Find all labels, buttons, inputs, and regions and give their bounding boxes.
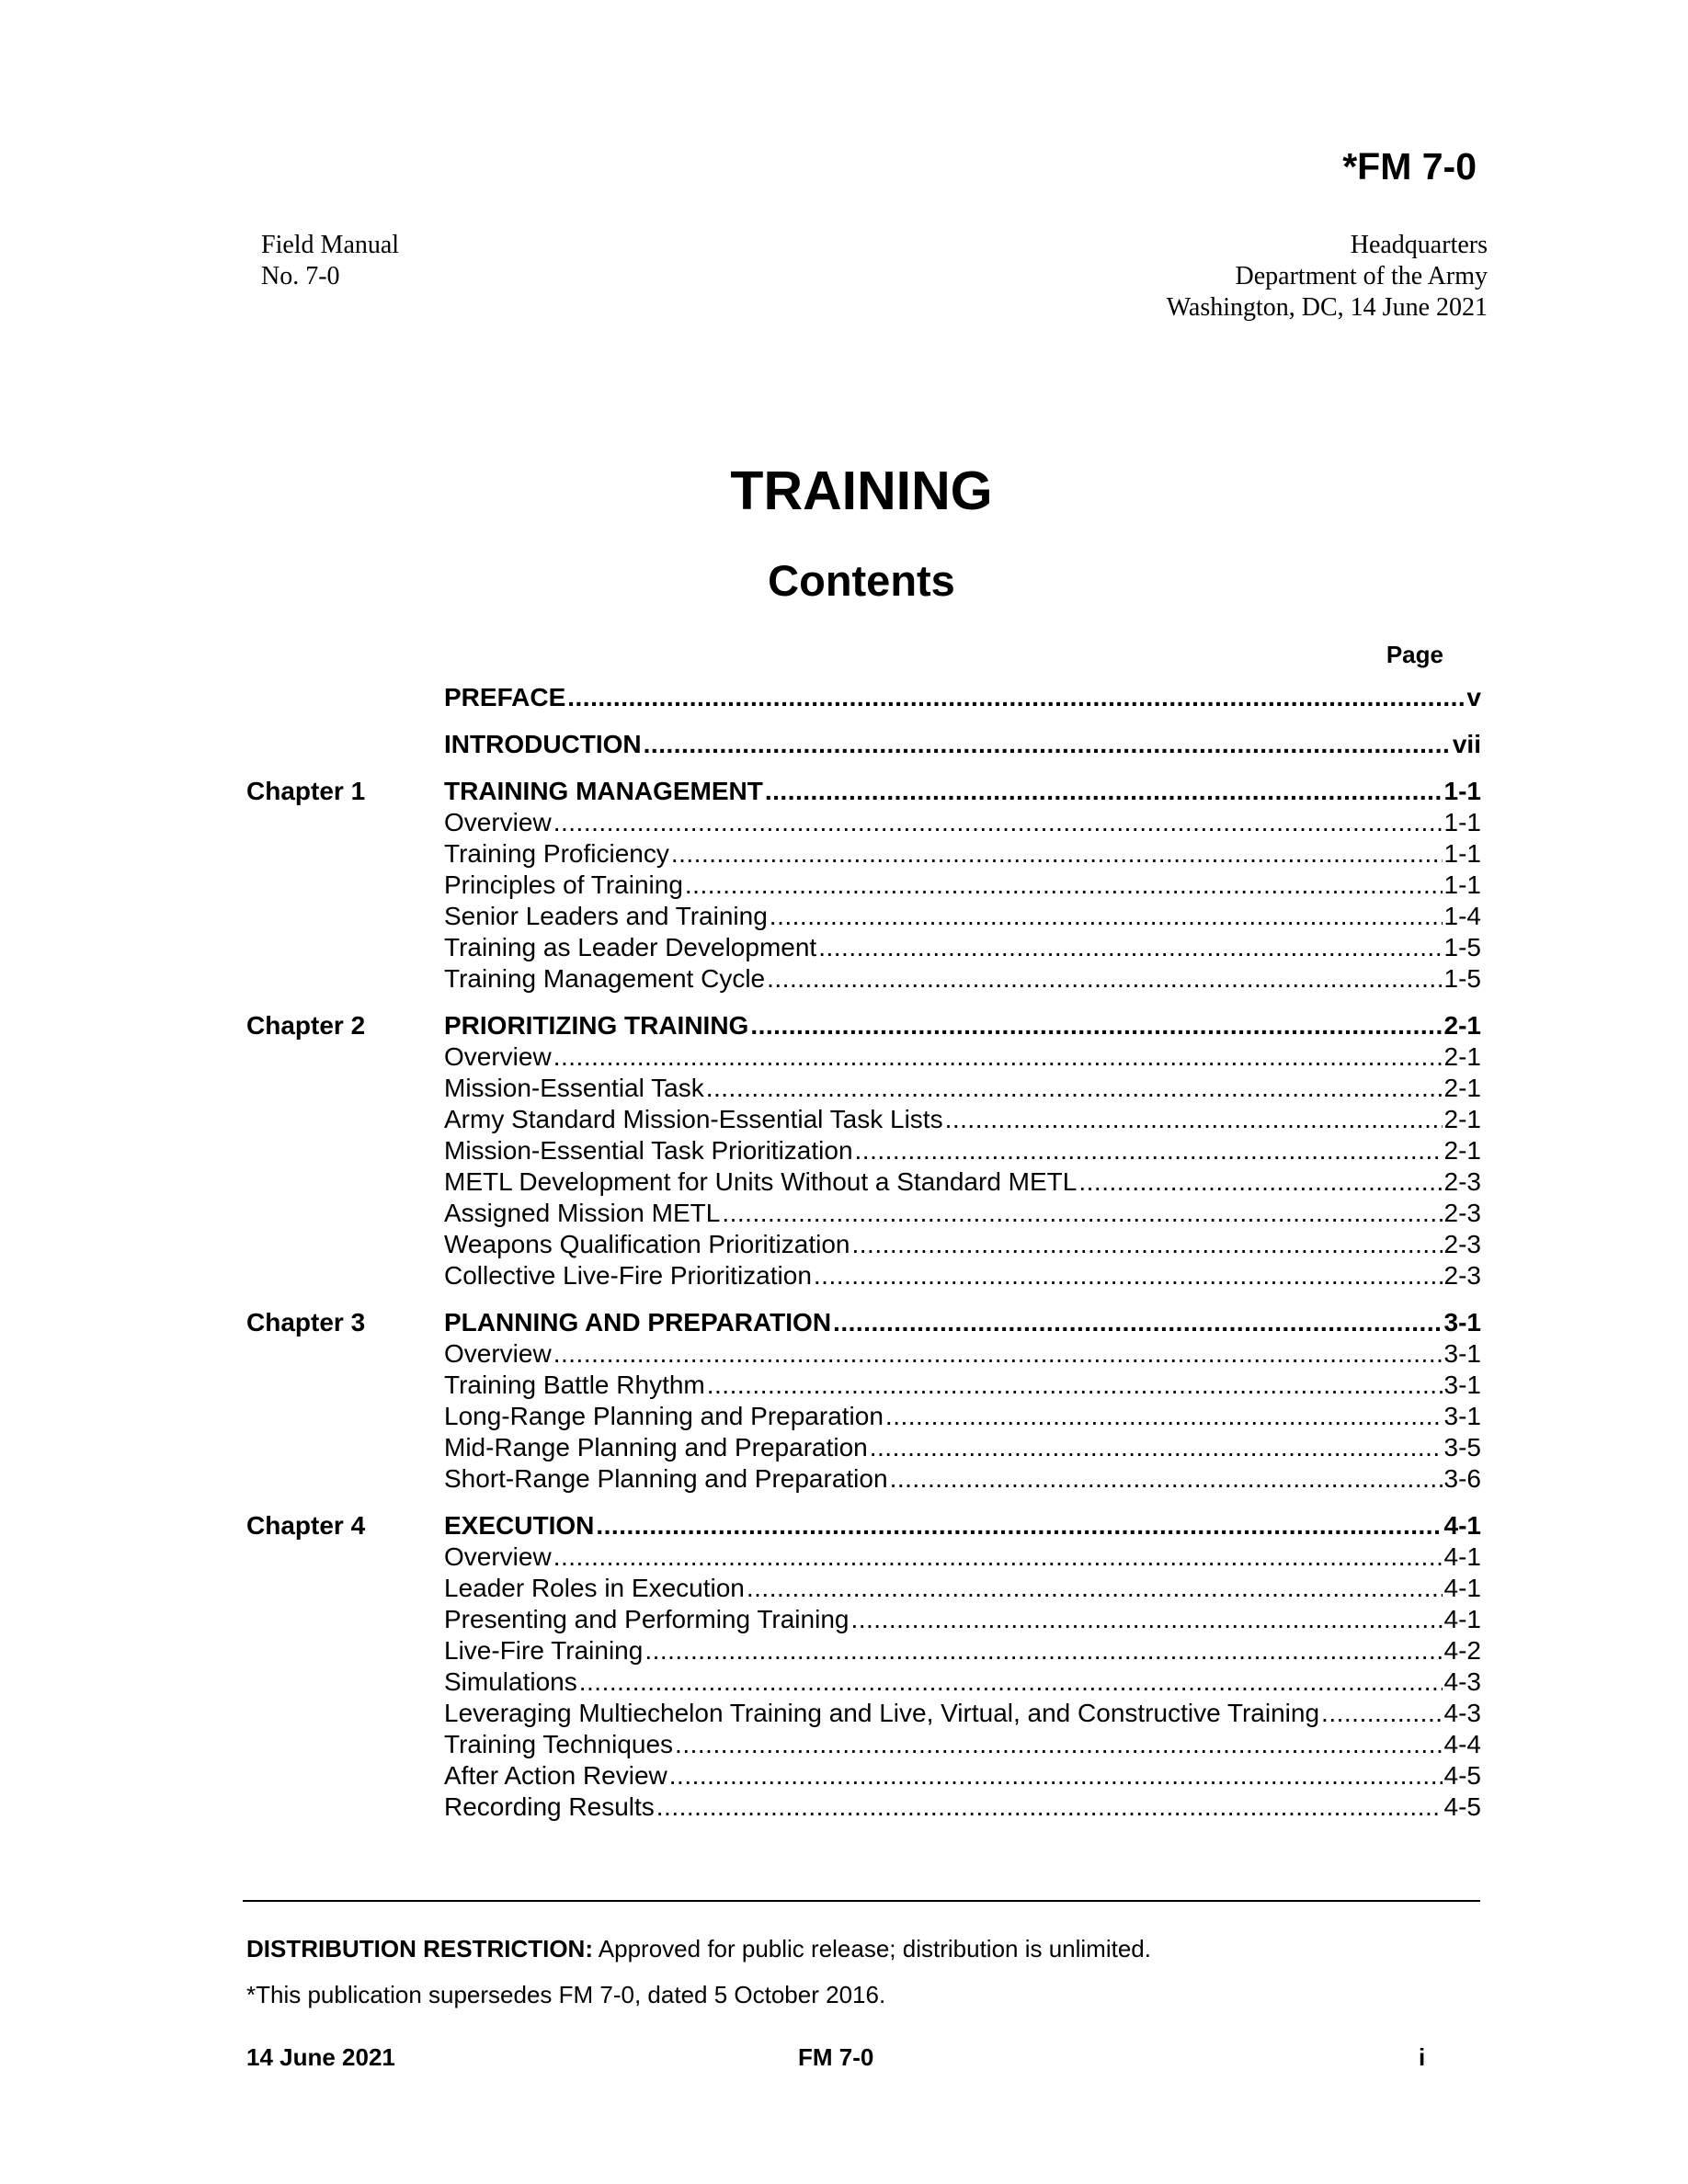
- toc-entry-title: Training Techniques: [444, 1730, 674, 1758]
- toc-page-number: 4-1: [1443, 1605, 1481, 1633]
- toc-entry-title: Simulations: [444, 1667, 577, 1696]
- dot-leader: [765, 776, 1443, 807]
- toc-page-number: 2-3: [1443, 1261, 1481, 1290]
- toc-leader-line: [444, 1370, 1481, 1401]
- toc-entry-title: INTRODUCTION: [444, 730, 642, 758]
- dot-leader: [671, 838, 1443, 870]
- dot-leader: [818, 932, 1442, 963]
- toc-leader-line: [444, 1135, 1481, 1166]
- toc-entry-title: After Action Review: [444, 1761, 667, 1790]
- dot-leader: [1078, 1166, 1442, 1198]
- document-id: *FM 7-0: [1342, 145, 1477, 188]
- toc-entry-title: Assigned Mission METL: [444, 1199, 721, 1227]
- toc-page-number: 4-3: [1443, 1667, 1481, 1696]
- toc-page-number: 4-2: [1443, 1636, 1481, 1665]
- distribution-text: Approved for public release; distribution is unlimited.: [593, 1935, 1151, 1962]
- toc-leader-line: [444, 1698, 1481, 1729]
- toc-entry-title: Army Standard Mission-Essential Task Lists: [444, 1105, 943, 1133]
- toc-section-entry[interactable]: [0, 1010, 1688, 1041]
- toc-leader-line: [444, 776, 1481, 807]
- dot-leader: [669, 1760, 1443, 1792]
- toc-entry-title: Mission-Essential Task Prioritization: [444, 1136, 853, 1165]
- toc-entry[interactable]: [0, 1432, 1688, 1463]
- toc-page-number: 2-1: [1443, 1042, 1481, 1071]
- toc-section-entry[interactable]: [0, 1510, 1688, 1541]
- publication-type: Field Manual: [261, 231, 400, 259]
- toc-entry[interactable]: [0, 1666, 1688, 1698]
- toc-entry[interactable]: [0, 1166, 1688, 1198]
- supersedes-note: *This publication supersedes FM 7-0, dated 5 October 2016.: [246, 1981, 886, 2008]
- dot-leader: [890, 1463, 1443, 1495]
- toc-entry[interactable]: [0, 901, 1688, 932]
- dot-leader: [885, 1401, 1443, 1432]
- dot-leader: [685, 870, 1443, 901]
- page-column-label: Page: [1386, 641, 1443, 668]
- dot-leader: [553, 1541, 1443, 1573]
- toc-page-number: 3-1: [1443, 1339, 1481, 1368]
- toc-page-number: 1-1: [1443, 777, 1481, 805]
- toc-page-number: 1-1: [1443, 839, 1481, 868]
- toc-page-number: 3-1: [1443, 1308, 1481, 1337]
- toc-page-number: 2-3: [1443, 1199, 1481, 1227]
- toc-entry-title: Live-Fire Training: [444, 1636, 644, 1665]
- toc-entry-title: Mission-Essential Task: [444, 1074, 704, 1102]
- dot-leader: [833, 1307, 1442, 1338]
- toc-entry-title: Collective Live-Fire Prioritization: [444, 1261, 812, 1290]
- toc-page-number: 2-1: [1443, 1074, 1481, 1102]
- toc-leader-line: [444, 1104, 1481, 1135]
- toc-page-number: 2-1: [1443, 1105, 1481, 1133]
- dot-leader: [1321, 1698, 1442, 1729]
- toc-leader-line: [444, 1541, 1481, 1573]
- toc-page-number: 4-1: [1443, 1574, 1481, 1602]
- toc-entry[interactable]: [0, 1198, 1688, 1229]
- toc-page-number: 2-3: [1443, 1230, 1481, 1258]
- toc-entry[interactable]: [0, 1635, 1688, 1666]
- toc-page-number: 4-5: [1443, 1792, 1481, 1821]
- toc-leader-line: [444, 1432, 1481, 1463]
- toc-entry[interactable]: [0, 1760, 1688, 1792]
- toc-section-entry[interactable]: [0, 682, 1688, 713]
- dot-leader: [855, 1135, 1443, 1166]
- toc-entry-title: Training Proficiency: [444, 839, 669, 868]
- toc-page-number: v: [1466, 683, 1481, 711]
- dot-leader: [851, 1229, 1442, 1260]
- toc-section-entry[interactable]: [0, 1307, 1688, 1338]
- toc-leader-line: [444, 1198, 1481, 1229]
- toc-entry-title: Training Battle Rhythm: [444, 1371, 705, 1399]
- toc-entry[interactable]: [0, 1401, 1688, 1432]
- toc-entry[interactable]: [0, 932, 1688, 963]
- dot-leader: [722, 1198, 1442, 1229]
- toc-leader-line: [444, 1604, 1481, 1635]
- toc-entry-title: Overview: [444, 1042, 552, 1071]
- toc-page-number: vii: [1452, 730, 1481, 758]
- toc-page-number: 4-3: [1443, 1699, 1481, 1727]
- dot-leader: [644, 729, 1451, 760]
- footer-date: 14 June 2021: [246, 2043, 395, 2071]
- toc-entry[interactable]: [0, 1698, 1688, 1729]
- toc-entry-title: Overview: [444, 1339, 552, 1368]
- toc-leader-line: [444, 1073, 1481, 1104]
- dot-leader: [706, 1073, 1443, 1104]
- dot-leader: [553, 1338, 1443, 1370]
- toc-leader-line: [444, 1010, 1481, 1041]
- authority-line: Department of the Army: [1235, 262, 1488, 290]
- toc-page-number: 3-6: [1443, 1464, 1481, 1493]
- toc-leader-line: [444, 1573, 1481, 1604]
- toc-section-entry[interactable]: [0, 776, 1688, 807]
- toc-entry[interactable]: [0, 870, 1688, 901]
- toc-entry[interactable]: [0, 1104, 1688, 1135]
- toc-entry-title: PRIORITIZING TRAINING: [444, 1011, 749, 1040]
- toc-entry-title: Training Management Cycle: [444, 964, 766, 993]
- toc-entry-title: Recording Results: [444, 1792, 655, 1821]
- toc-entry[interactable]: [0, 963, 1688, 995]
- toc-entry[interactable]: [0, 1604, 1688, 1635]
- toc-entry[interactable]: [0, 1370, 1688, 1401]
- publication-no: No. 7-0: [261, 262, 340, 290]
- toc-entry-title: Overview: [444, 808, 552, 836]
- toc-entry-title: METL Development for Units Without a Standard METL: [444, 1167, 1078, 1196]
- dot-leader: [770, 901, 1443, 932]
- toc-leader-line: [444, 1307, 1481, 1338]
- toc-entry-title: Overview: [444, 1542, 552, 1571]
- dot-leader: [747, 1573, 1443, 1604]
- toc-entry-title: TRAINING MANAGEMENT: [444, 777, 763, 805]
- toc-leader-line: [444, 1635, 1481, 1666]
- toc-entry-title: PREFACE: [444, 683, 566, 711]
- publication-number: [261, 230, 399, 292]
- authority-line: Headquarters: [1350, 231, 1488, 259]
- toc-page-number: 2-1: [1443, 1011, 1481, 1040]
- toc-leader-line: [444, 682, 1481, 713]
- dot-leader: [945, 1104, 1443, 1135]
- dot-leader: [553, 1041, 1443, 1073]
- toc-leader-line: [444, 1260, 1481, 1291]
- divider: [243, 1900, 1480, 1902]
- footer-doc-id: FM 7-0: [798, 2043, 874, 2071]
- toc-entry[interactable]: [0, 1729, 1688, 1760]
- toc-entry[interactable]: [0, 838, 1688, 870]
- toc-entry[interactable]: [0, 1073, 1688, 1104]
- dot-leader: [707, 1370, 1443, 1401]
- toc-leader-line: [444, 870, 1481, 901]
- toc-page-number: 1-4: [1443, 902, 1481, 930]
- toc-entry-title: Leader Roles in Execution: [444, 1574, 745, 1602]
- toc-leader-line: [444, 1338, 1481, 1370]
- toc-page-number: 1-1: [1443, 870, 1481, 899]
- toc-leader-line: [444, 729, 1481, 760]
- toc-entry[interactable]: [0, 1135, 1688, 1166]
- toc-entry-title: Presenting and Performing Training: [444, 1605, 850, 1633]
- toc-page-number: 4-1: [1443, 1542, 1481, 1571]
- dot-leader: [814, 1260, 1443, 1291]
- dot-leader: [656, 1792, 1443, 1823]
- toc-leader-line: [444, 901, 1481, 932]
- toc-entry-title: Long-Range Planning and Preparation: [444, 1402, 884, 1430]
- page-subtitle: Contents: [768, 556, 955, 605]
- toc-leader-line: [444, 807, 1481, 838]
- issuing-authority: [1167, 230, 1488, 324]
- toc-entry-title: Short-Range Planning and Preparation: [444, 1464, 888, 1493]
- page-title: TRAINING: [730, 461, 993, 521]
- toc-entry[interactable]: [0, 1573, 1688, 1604]
- toc-entry[interactable]: [0, 1463, 1688, 1495]
- toc-leader-line: [444, 932, 1481, 963]
- dot-leader: [675, 1729, 1442, 1760]
- toc-page-number: 1-5: [1443, 964, 1481, 993]
- toc-leader-line: [444, 1229, 1481, 1260]
- toc-leader-line: [444, 1666, 1481, 1698]
- dot-leader: [644, 1635, 1442, 1666]
- toc-entry[interactable]: [0, 1229, 1688, 1260]
- dot-leader: [567, 682, 1465, 713]
- toc-page-number: 4-5: [1443, 1761, 1481, 1790]
- toc-section-entry[interactable]: [0, 729, 1688, 760]
- table-of-contents: [0, 682, 1688, 1823]
- toc-entry[interactable]: [0, 807, 1688, 838]
- toc-entry-title: Leveraging Multiechelon Training and Live, Virtual, and Constructive Training: [444, 1699, 1320, 1727]
- distribution-label: DISTRIBUTION RESTRICTION:: [246, 1935, 593, 1962]
- toc-leader-line: [444, 1401, 1481, 1432]
- dot-leader: [596, 1510, 1442, 1541]
- toc-leader-line: [444, 963, 1481, 995]
- toc-page-number: 3-5: [1443, 1433, 1481, 1462]
- toc-leader-line: [444, 1041, 1481, 1073]
- toc-entry[interactable]: [0, 1338, 1688, 1370]
- toc-chapter-label: Chapter 3: [246, 1308, 366, 1337]
- dot-leader: [850, 1604, 1442, 1635]
- dot-leader: [579, 1666, 1443, 1698]
- dot-leader: [750, 1010, 1442, 1041]
- dot-leader: [553, 807, 1443, 838]
- toc-leader-line: [444, 1510, 1481, 1541]
- toc-entry-title: Mid-Range Planning and Preparation: [444, 1433, 868, 1462]
- toc-entry[interactable]: [0, 1792, 1688, 1823]
- toc-entry[interactable]: [0, 1260, 1688, 1291]
- toc-entry-title: Weapons Qualification Prioritization: [444, 1230, 850, 1258]
- toc-chapter-label: Chapter 2: [246, 1011, 366, 1040]
- toc-chapter-label: Chapter 1: [246, 777, 366, 805]
- toc-entry-title: Training as Leader Development: [444, 933, 817, 961]
- toc-chapter-label: Chapter 4: [246, 1511, 366, 1540]
- distribution-restriction: [246, 1935, 1151, 1963]
- toc-page-number: 4-4: [1443, 1730, 1481, 1758]
- toc-page-number: 3-1: [1443, 1371, 1481, 1399]
- toc-leader-line: [444, 838, 1481, 870]
- toc-entry-title: EXECUTION: [444, 1511, 595, 1540]
- toc-entry-title: Principles of Training: [444, 870, 683, 899]
- dot-leader: [767, 963, 1442, 995]
- toc-leader-line: [444, 1729, 1481, 1760]
- toc-leader-line: [444, 1463, 1481, 1495]
- toc-page-number: 4-1: [1443, 1511, 1481, 1540]
- dot-leader: [870, 1432, 1443, 1463]
- footer-page-number: i: [1419, 2043, 1426, 2071]
- toc-leader-line: [444, 1760, 1481, 1792]
- toc-page-number: 1-1: [1443, 808, 1481, 836]
- toc-entry-title: Senior Leaders and Training: [444, 902, 768, 930]
- toc-entry[interactable]: [0, 1041, 1688, 1073]
- toc-entry-title: PLANNING AND PREPARATION: [444, 1308, 832, 1337]
- authority-line: Washington, DC, 14 June 2021: [1166, 293, 1488, 322]
- toc-leader-line: [444, 1166, 1481, 1198]
- toc-page-number: 1-5: [1443, 933, 1481, 961]
- toc-page-number: 2-1: [1443, 1136, 1481, 1165]
- toc-entry[interactable]: [0, 1541, 1688, 1573]
- toc-leader-line: [444, 1792, 1481, 1823]
- toc-page-number: 2-3: [1443, 1167, 1481, 1196]
- toc-page-number: 3-1: [1443, 1402, 1481, 1430]
